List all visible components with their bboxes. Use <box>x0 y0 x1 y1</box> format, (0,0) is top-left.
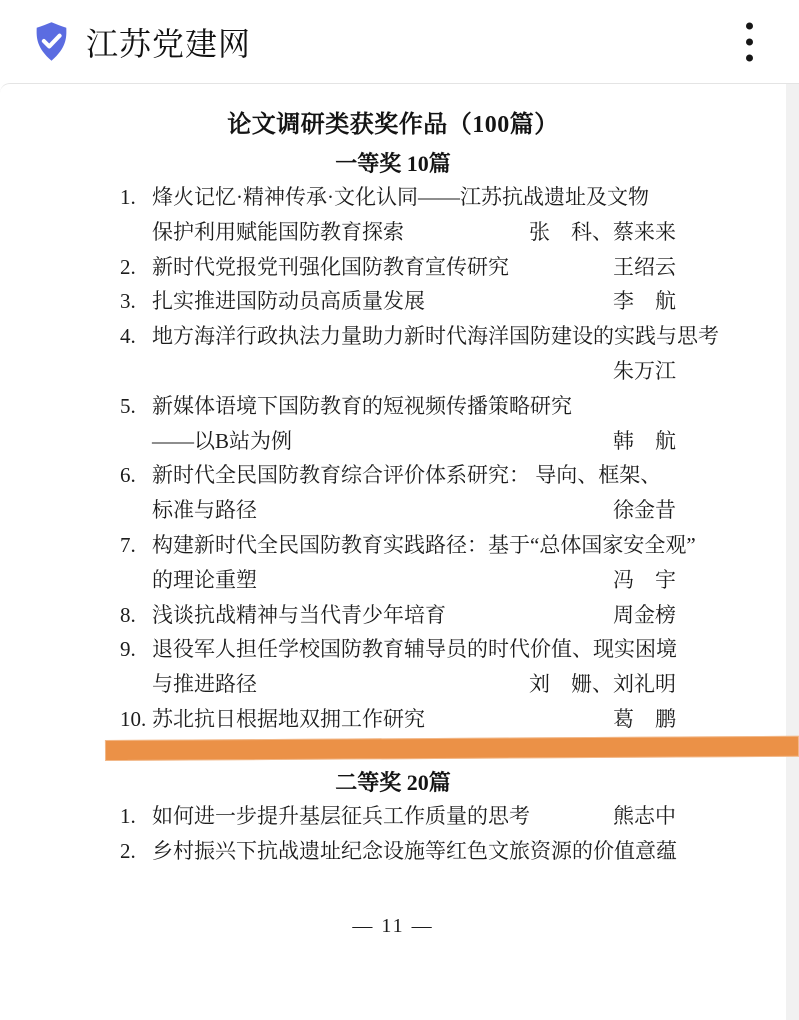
item-number: 9. <box>120 637 136 662</box>
item-title: 新媒体语境下国防教育的短视频传播策略研究 <box>152 393 572 418</box>
item-title: 保护利用赋能国防教育探索 <box>152 219 404 244</box>
item-title: 标准与路径 <box>152 498 257 523</box>
award-item-line <box>120 424 676 459</box>
item-author: 王绍云 <box>613 254 676 279</box>
item-number: 3. <box>120 289 136 314</box>
award-item-line <box>120 458 676 493</box>
award-item-line <box>120 563 676 598</box>
award-item <box>120 284 676 319</box>
item-author: 张 科、蔡来来 <box>529 219 676 244</box>
item-title: 乡村振兴下抗战遗址纪念设施等红色文旅资源的价值意蕴 <box>152 838 677 863</box>
award-item <box>120 702 676 737</box>
item-number: 5. <box>120 393 136 418</box>
award-item-line <box>120 284 676 319</box>
award-item <box>120 632 676 702</box>
item-title: 如何进一步提升基层征兵工作质量的思考 <box>152 803 530 828</box>
award-item-line <box>120 702 676 737</box>
award-item <box>120 319 719 389</box>
section-heading-second-prize: 二等奖 20篇 <box>335 769 451 795</box>
site-title: 江苏党建网 <box>86 25 252 62</box>
page-number: — 11 — <box>352 915 434 938</box>
item-number: 10. <box>120 706 147 731</box>
award-item-line <box>120 389 676 424</box>
award-section-second-prize <box>0 767 786 869</box>
item-number: 6. <box>120 463 136 488</box>
item-number: 4. <box>120 324 136 349</box>
document-title: 论文调研类获奖作品（100篇） <box>227 112 559 138</box>
verified-shield-icon <box>30 19 73 64</box>
award-section-first-prize <box>0 148 786 737</box>
item-number: 2. <box>120 254 136 279</box>
kebab-dot <box>746 22 753 29</box>
award-item <box>120 250 676 285</box>
award-item-line <box>120 215 676 250</box>
item-author: 周金榜 <box>613 602 676 627</box>
award-item-line <box>120 667 676 702</box>
item-number: 1. <box>120 803 136 828</box>
award-item-line <box>120 632 676 667</box>
item-title: 的理论重塑 <box>152 567 257 592</box>
item-title: 烽火记忆·精神传承·文化认同——江苏抗战遗址及文物 <box>152 185 649 209</box>
site-brand <box>30 19 251 65</box>
item-author: 葛 鹏 <box>613 706 676 731</box>
award-list-second-prize <box>0 799 786 869</box>
award-item-line <box>120 493 676 528</box>
award-item-line <box>120 180 676 215</box>
item-title: 退役军人担任学校国防教育辅导员的时代价值、现实困境 <box>152 637 677 662</box>
item-title: 地方海洋行政执法力量助力新时代海洋国防建设的实践与思考 <box>152 324 719 349</box>
item-author: 李 航 <box>613 289 676 314</box>
item-title: 构建新时代全民国防教育实践路径：基于“总体国家安全观” <box>152 532 696 557</box>
item-title: 浅谈抗战精神与当代青少年培育 <box>152 602 446 627</box>
item-author: 熊志中 <box>613 803 676 828</box>
item-title: 与推进路径 <box>152 672 257 697</box>
award-item <box>120 799 676 834</box>
award-item <box>120 180 676 250</box>
award-item-line <box>120 799 676 834</box>
item-author: 刘 姗、刘礼明 <box>529 672 676 697</box>
item-title: 扎实推进国防动员高质量发展 <box>152 289 425 314</box>
award-item-line <box>120 528 696 563</box>
page-edge-strip <box>786 84 799 1020</box>
more-menu-button[interactable] <box>742 18 757 65</box>
item-author: 徐金昔 <box>613 498 676 523</box>
award-list-first-prize <box>0 180 786 737</box>
item-title: 新时代党报党刊强化国防教育宣传研究 <box>152 254 509 279</box>
kebab-dot <box>746 38 753 45</box>
highlight-bar <box>105 736 799 761</box>
award-item <box>120 389 676 459</box>
award-item <box>120 834 676 869</box>
item-title: 苏北抗日根据地双拥工作研究 <box>152 706 425 731</box>
award-item <box>120 528 696 598</box>
item-author: 冯 宇 <box>613 567 676 592</box>
award-item-line <box>120 598 676 633</box>
award-item <box>120 598 676 633</box>
item-title: 新时代全民国防教育综合评价体系研究： 导向、框架、 <box>152 463 662 488</box>
document-page[interactable] <box>0 83 799 1020</box>
app-header <box>0 0 799 83</box>
item-author: 朱万江 <box>613 358 676 383</box>
award-item-line <box>120 250 676 285</box>
section-heading-first-prize: 一等奖 10篇 <box>335 151 451 176</box>
award-item-line <box>120 354 676 389</box>
item-number: 1. <box>120 185 136 209</box>
award-item-line <box>120 319 719 354</box>
item-number: 7. <box>120 532 136 557</box>
item-number: 2. <box>120 838 136 863</box>
item-author: 韩 航 <box>613 428 676 453</box>
award-item-line <box>120 834 676 869</box>
item-title: ——以B站为例 <box>152 428 293 453</box>
award-item <box>120 458 676 528</box>
kebab-dot <box>746 54 753 61</box>
item-number: 8. <box>120 602 136 627</box>
